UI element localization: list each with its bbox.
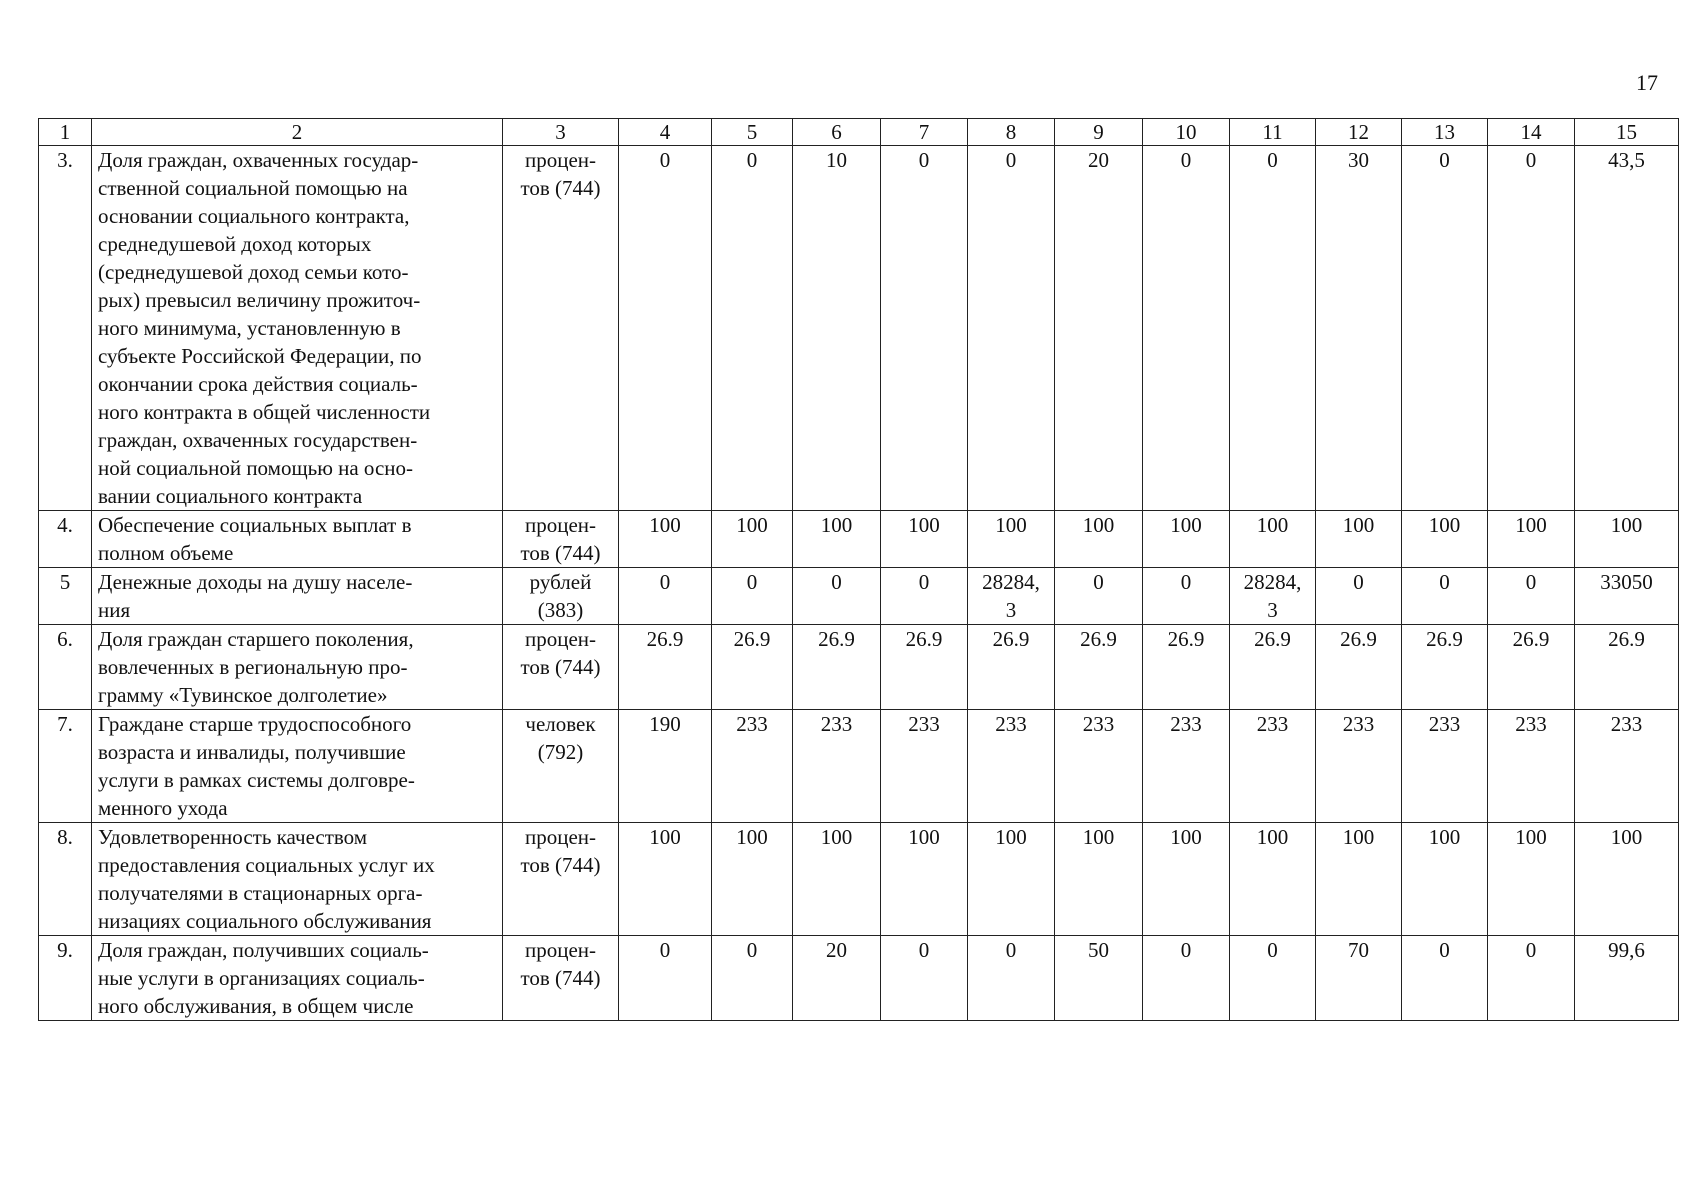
value-cell: 233 [712, 710, 793, 823]
value-cell: 100 [1316, 511, 1402, 568]
value-cell: 70 [1316, 936, 1402, 1021]
row-number: 8. [39, 823, 92, 936]
table-row [39, 936, 1679, 1021]
value-cell: 10 [793, 146, 881, 511]
value-cell: 100 [1402, 511, 1488, 568]
value-cell: 233 [968, 710, 1055, 823]
indicator-name-line: ственной социальной помощью на [98, 176, 408, 200]
value-cell: 0 [881, 936, 968, 1021]
indicator-name-line: ного минимума, установленную в [98, 316, 401, 340]
value-cell: 233 [1402, 710, 1488, 823]
unit [503, 823, 619, 936]
value-cell: 33050 [1575, 568, 1679, 625]
unit-line: человек [525, 712, 596, 736]
value-cell: 28284, 3 [1230, 568, 1316, 625]
value-cell: 233 [1575, 710, 1679, 823]
row-number: 3. [39, 146, 92, 511]
value-cell: 26.9 [793, 625, 881, 710]
value-cell: 100 [1055, 823, 1143, 936]
unit-line: процен- [524, 513, 597, 537]
indicator-name-line: менного ухода [98, 796, 228, 820]
value-cell: 0 [1402, 936, 1488, 1021]
column-header: 11 [1230, 119, 1316, 146]
column-header: 10 [1143, 119, 1230, 146]
value-cell: 100 [1316, 823, 1402, 936]
table-row [39, 710, 1679, 823]
indicator-name [92, 146, 503, 511]
table-row [39, 146, 1679, 511]
value-cell: 26.9 [1575, 625, 1679, 710]
value-cell: 100 [1143, 823, 1230, 936]
column-header: 12 [1316, 119, 1402, 146]
value-cell: 233 [1055, 710, 1143, 823]
indicator-name-line: возраста и инвалиды, получившие [98, 740, 406, 764]
unit [503, 936, 619, 1021]
value-cell: 100 [619, 823, 712, 936]
value-cell: 100 [619, 511, 712, 568]
indicator-name-line: низациях социального обслуживания [98, 909, 432, 933]
value-cell: 26.9 [1402, 625, 1488, 710]
value-cell: 0 [793, 568, 881, 625]
unit-line: процен- [524, 825, 597, 849]
row-number: 9. [39, 936, 92, 1021]
indicator-name [92, 568, 503, 625]
value-cell: 0 [619, 146, 712, 511]
column-header: 2 [92, 119, 503, 146]
indicator-name-line: Доля граждан старшего поколения, [98, 627, 414, 651]
value-cell: 100 [968, 511, 1055, 568]
value-cell: 0 [1143, 936, 1230, 1021]
unit [503, 511, 619, 568]
row-number: 5 [39, 568, 92, 625]
value-cell: 100 [1488, 511, 1575, 568]
indicator-name-line: получателями в стационарных орга- [98, 881, 423, 905]
value-cell: 100 [881, 511, 968, 568]
value-cell: 100 [793, 823, 881, 936]
indicator-name-line: Граждане старше трудоспособного [98, 712, 412, 736]
indicator-name-line: субъекте Российской Федерации, по [98, 344, 422, 368]
value-cell: 43,5 [1575, 146, 1679, 511]
indicator-name-line: Обеспечение социальных выплат в [98, 513, 412, 537]
row-number: 7. [39, 710, 92, 823]
value-cell: 100 [1143, 511, 1230, 568]
indicator-name-line: (среднедушевой доход семьи кото- [98, 260, 409, 284]
value-cell: 26.9 [1143, 625, 1230, 710]
value-cell: 0 [1488, 568, 1575, 625]
indicator-name-line: основании социального контракта, [98, 204, 410, 228]
value-cell: 0 [1402, 568, 1488, 625]
indicator-name-line: граждан, охваченных государствен- [98, 428, 418, 452]
value-cell: 26.9 [712, 625, 793, 710]
value-cell: 26.9 [1316, 625, 1402, 710]
indicator-name-line: вовлеченных в региональную про- [98, 655, 408, 679]
value-cell: 0 [1230, 146, 1316, 511]
column-header: 3 [503, 119, 619, 146]
unit-line: (383) [537, 598, 584, 622]
indicator-name-line: Доля граждан, получивших социаль- [98, 938, 429, 962]
value-cell: 0 [1488, 146, 1575, 511]
value-cell: 0 [1230, 936, 1316, 1021]
unit [503, 146, 619, 511]
value-cell: 0 [619, 936, 712, 1021]
row-number: 6. [39, 625, 92, 710]
indicator-name-line: предоставления социальных услуг их [98, 853, 435, 877]
value-cell: 100 [881, 823, 968, 936]
value-cell: 100 [968, 823, 1055, 936]
column-header: 8 [968, 119, 1055, 146]
row-number: 4. [39, 511, 92, 568]
indicator-name [92, 823, 503, 936]
column-header: 7 [881, 119, 968, 146]
column-header: 9 [1055, 119, 1143, 146]
indicator-name-line: среднедушевой доход которых [98, 232, 372, 256]
unit-line: рублей [529, 570, 592, 594]
value-cell: 100 [1488, 823, 1575, 936]
indicator-name-line: рых) превысил величину прожиточ- [98, 288, 421, 312]
value-cell: 26.9 [619, 625, 712, 710]
value-cell: 233 [1488, 710, 1575, 823]
column-header: 5 [712, 119, 793, 146]
indicator-name-line: ные услуги в организациях социаль- [98, 966, 425, 990]
value-cell: 0 [712, 146, 793, 511]
value-cell: 99,6 [1575, 936, 1679, 1021]
indicator-name-line: ного контракта в общей численности [98, 400, 431, 424]
unit-line: тов (744) [520, 655, 601, 679]
value-cell: 28284, 3 [968, 568, 1055, 625]
value-cell: 233 [881, 710, 968, 823]
indicator-name [92, 511, 503, 568]
value-cell: 100 [1230, 823, 1316, 936]
value-cell: 26.9 [968, 625, 1055, 710]
value-cell: 233 [793, 710, 881, 823]
value-cell: 100 [1575, 511, 1679, 568]
table-row [39, 568, 1679, 625]
page-number: 17 [1636, 70, 1658, 95]
header-row [39, 119, 1679, 146]
indicator-table [38, 118, 1679, 1021]
value-cell: 50 [1055, 936, 1143, 1021]
unit [503, 568, 619, 625]
value-cell: 0 [1143, 146, 1230, 511]
value-cell: 0 [1488, 936, 1575, 1021]
value-cell: 0 [968, 146, 1055, 511]
indicator-name-line: ного обслуживания, в общем числе [98, 994, 414, 1018]
unit-line: тов (744) [520, 853, 601, 877]
value-cell: 0 [881, 568, 968, 625]
table-row [39, 625, 1679, 710]
value-cell: 100 [1230, 511, 1316, 568]
value-cell: 0 [881, 146, 968, 511]
value-cell: 100 [1055, 511, 1143, 568]
unit-line: тов (744) [520, 541, 601, 565]
value-cell: 233 [1143, 710, 1230, 823]
value-cell: 0 [1143, 568, 1230, 625]
value-cell: 26.9 [881, 625, 968, 710]
unit-line: процен- [524, 148, 597, 172]
table-row [39, 823, 1679, 936]
value-cell: 20 [1055, 146, 1143, 511]
value-cell: 0 [1316, 568, 1402, 625]
indicator-name-line: окончании срока действия социаль- [98, 372, 418, 396]
value-cell: 100 [1402, 823, 1488, 936]
column-header: 15 [1575, 119, 1679, 146]
value-cell: 100 [793, 511, 881, 568]
column-header: 13 [1402, 119, 1488, 146]
indicator-name-line: грамму «Тувинское долголетие» [98, 683, 388, 707]
indicator-name-line: ной социальной помощью на осно- [98, 456, 414, 480]
value-cell: 0 [712, 568, 793, 625]
indicator-name [92, 625, 503, 710]
indicator-name-line: Денежные доходы на душу населе- [98, 570, 413, 594]
indicator-name-line: Доля граждан, охваченных государ- [98, 148, 419, 172]
value-cell: 30 [1316, 146, 1402, 511]
column-header: 4 [619, 119, 712, 146]
value-cell: 233 [1316, 710, 1402, 823]
value-cell: 0 [1402, 146, 1488, 511]
value-cell: 26.9 [1055, 625, 1143, 710]
value-cell: 190 [619, 710, 712, 823]
value-cell: 100 [1575, 823, 1679, 936]
unit-line: тов (744) [520, 176, 601, 200]
column-header: 1 [39, 119, 92, 146]
unit [503, 710, 619, 823]
indicator-name [92, 710, 503, 823]
value-cell: 0 [968, 936, 1055, 1021]
unit-line: процен- [524, 627, 597, 651]
value-cell: 20 [793, 936, 881, 1021]
unit [503, 625, 619, 710]
indicator-name-line: услуги в рамках системы долговре- [98, 768, 415, 792]
value-cell: 0 [619, 568, 712, 625]
value-cell: 100 [712, 823, 793, 936]
indicator-name-line: полном объеме [98, 541, 234, 565]
indicator-name-line: ния [98, 598, 131, 622]
value-cell: 26.9 [1488, 625, 1575, 710]
value-cell: 26.9 [1230, 625, 1316, 710]
unit-line: (792) [537, 740, 584, 764]
value-cell: 0 [712, 936, 793, 1021]
value-cell: 233 [1230, 710, 1316, 823]
indicator-name [92, 936, 503, 1021]
value-cell: 100 [712, 511, 793, 568]
value-cell: 0 [1055, 568, 1143, 625]
indicator-name-line: Удовлетворенность качеством [98, 825, 368, 849]
unit-line: процен- [524, 938, 597, 962]
unit-line: тов (744) [520, 966, 601, 990]
indicator-name-line: вании социального контракта [98, 484, 363, 508]
column-header: 6 [793, 119, 881, 146]
column-header: 14 [1488, 119, 1575, 146]
table-row [39, 511, 1679, 568]
